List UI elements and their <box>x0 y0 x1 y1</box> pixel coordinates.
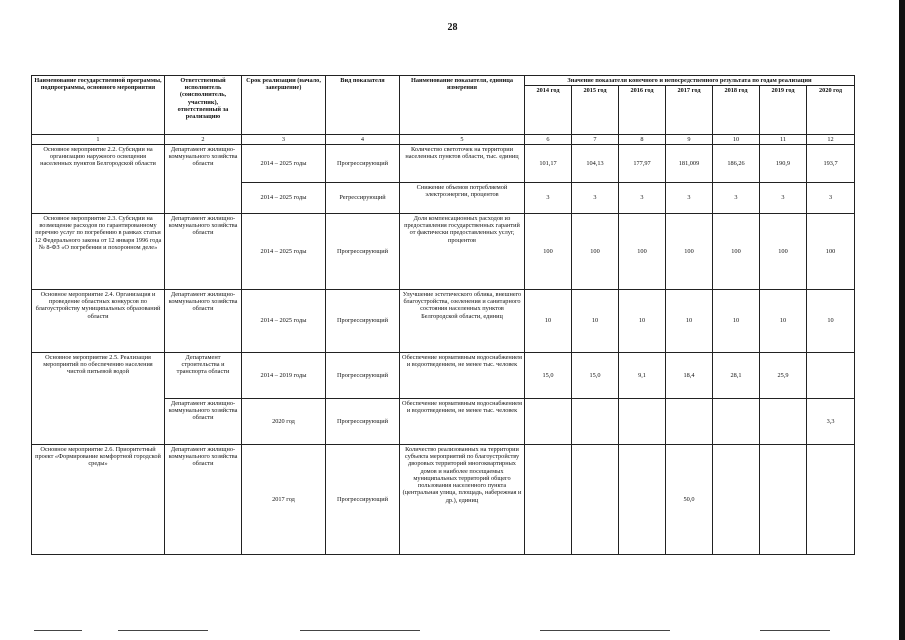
header-period: Срок реализации (начало, завершение) <box>242 76 326 135</box>
value-cell: 100 <box>666 214 713 290</box>
value-cell <box>572 445 619 555</box>
value-cell <box>807 445 855 555</box>
responsible-cell: Департамент жилищно-коммунального хозяйства области <box>165 399 242 445</box>
value-cell <box>807 353 855 399</box>
scan-footer-marks <box>0 626 905 636</box>
header-indicator: Наименование показателя, единица измерения <box>400 76 525 135</box>
value-cell <box>760 445 807 555</box>
column-number: 5 <box>400 135 525 145</box>
indicator-cell: Снижение объемов потребляемой электроэнергии, процентов <box>400 183 525 214</box>
header-year: 2020 год <box>807 86 855 135</box>
indicator-cell: Обеспечение нормативным водоснабжением и водоотведением, не менее тыс. человек <box>400 399 525 445</box>
value-cell <box>525 445 572 555</box>
period-cell: 2014 – 2025 годы <box>242 183 326 214</box>
responsible-cell: Департамент строительства и транспорта области <box>165 353 242 399</box>
value-cell: 3 <box>760 183 807 214</box>
value-cell <box>619 399 666 445</box>
measure-name: Основное мероприятие 2.3. Субсидии на возмещение расходов по гарантированному перечню услуг по погребению в рамках статьи 12 Федерального закона от 12 января 1996 года № 8-ФЗ «О погребении и похоронном деле» <box>32 214 165 290</box>
value-cell: 104,13 <box>572 145 619 183</box>
value-cell: 3 <box>807 183 855 214</box>
header-kind: Вид показателя <box>326 76 400 135</box>
results-table <box>31 75 855 555</box>
value-cell: 3 <box>619 183 666 214</box>
value-cell: 28,1 <box>713 353 760 399</box>
kind-cell: Прогрессирующий <box>326 214 400 290</box>
column-number: 4 <box>326 135 400 145</box>
header-year: 2014 год <box>525 86 572 135</box>
value-cell: 18,4 <box>666 353 713 399</box>
measure-name: Основное мероприятие 2.5. Реализация мероприятий по обеспечению населения чистой питьевой водой <box>32 353 165 445</box>
column-number: 1 <box>32 135 165 145</box>
page-number: 28 <box>447 22 458 33</box>
value-cell: 10 <box>572 290 619 353</box>
value-cell <box>572 399 619 445</box>
kind-cell: Прогрессирующий <box>326 353 400 399</box>
value-cell: 3 <box>666 183 713 214</box>
column-number-row <box>32 135 855 145</box>
table-row <box>32 145 855 183</box>
kind-cell: Прогрессирующий <box>326 145 400 183</box>
value-cell: 10 <box>619 290 666 353</box>
value-cell: 100 <box>807 214 855 290</box>
header-year: 2018 год <box>713 86 760 135</box>
kind-cell: Прогрессирующий <box>326 399 400 445</box>
value-cell <box>619 445 666 555</box>
value-cell <box>760 399 807 445</box>
table-row <box>32 445 855 555</box>
header-row-1 <box>32 76 855 86</box>
value-cell: 10 <box>713 290 760 353</box>
measure-name: Основное мероприятие 2.4. Организация и проведение областных конкурсов по благоустройству муниципальных образований области <box>32 290 165 353</box>
scan-edge <box>899 0 905 640</box>
column-number: 7 <box>572 135 619 145</box>
value-cell: 15,0 <box>525 353 572 399</box>
value-cell: 190,9 <box>760 145 807 183</box>
value-cell: 177,97 <box>619 145 666 183</box>
indicator-cell: Доля компенсационных расходов из предоставления государственных гарантий от фактически предоставленных услуг, процентов <box>400 214 525 290</box>
value-cell <box>713 445 760 555</box>
column-number: 2 <box>165 135 242 145</box>
value-cell: 25,9 <box>760 353 807 399</box>
column-number: 3 <box>242 135 326 145</box>
value-cell: 3 <box>713 183 760 214</box>
value-cell: 186,26 <box>713 145 760 183</box>
column-number: 11 <box>760 135 807 145</box>
table-row <box>32 290 855 353</box>
header-name: Наименование государственной программы, подпрограммы, основного мероприятия <box>32 76 165 135</box>
responsible-cell: Департамент жилищно-коммунального хозяйства области <box>165 445 242 555</box>
column-number: 9 <box>666 135 713 145</box>
period-cell: 2014 – 2025 годы <box>242 290 326 353</box>
column-number: 12 <box>807 135 855 145</box>
period-cell: 2014 – 2019 годы <box>242 353 326 399</box>
value-cell <box>666 399 713 445</box>
kind-cell: Прогрессирующий <box>326 290 400 353</box>
responsible-cell: Департамент жилищно-коммунального хозяйства области <box>165 290 242 353</box>
value-cell: 15,0 <box>572 353 619 399</box>
indicator-cell: Улучшение эстетического облика, внешнего благоустройства, озеленения и санитарного состояния населенных пунктов Белгородской области, единиц <box>400 290 525 353</box>
header-year: 2015 год <box>572 86 619 135</box>
indicator-cell: Количество светоточек на территории населенных пунктов области, тыс. единиц <box>400 145 525 183</box>
column-number: 8 <box>619 135 666 145</box>
value-cell: 3,3 <box>807 399 855 445</box>
header-year: 2016 год <box>619 86 666 135</box>
value-cell: 50,0 <box>666 445 713 555</box>
period-cell: 2014 – 2025 годы <box>242 145 326 183</box>
kind-cell: Регрессирующий <box>326 183 400 214</box>
period-cell: 2017 год <box>242 445 326 555</box>
value-cell: 100 <box>572 214 619 290</box>
indicator-cell: Обеспечение нормативным водоснабжением и водоотведением, не менее тыс. человек <box>400 353 525 399</box>
value-cell: 10 <box>525 290 572 353</box>
value-cell: 3 <box>525 183 572 214</box>
header-values-group: Значение показателя конечного и непосредственного результата по годам реализации <box>525 76 855 86</box>
value-cell: 10 <box>760 290 807 353</box>
value-cell <box>525 399 572 445</box>
value-cell: 100 <box>713 214 760 290</box>
value-cell: 10 <box>807 290 855 353</box>
value-cell: 3 <box>572 183 619 214</box>
responsible-cell: Департамент жилищно-коммунального хозяйства области <box>165 145 242 214</box>
measure-name: Основное мероприятие 2.2. Субсидии на организацию наружного освещения населенных пунктов Белгородской области <box>32 145 165 214</box>
value-cell: 181,009 <box>666 145 713 183</box>
header-year: 2019 год <box>760 86 807 135</box>
value-cell: 100 <box>760 214 807 290</box>
value-cell <box>713 399 760 445</box>
kind-cell: Прогрессирующий <box>326 445 400 555</box>
table-row <box>32 214 855 290</box>
value-cell: 101,17 <box>525 145 572 183</box>
header-responsible: Ответственный исполнитель (соисполнитель, участник), ответственный за реализацию <box>165 76 242 135</box>
period-cell: 2014 – 2025 годы <box>242 214 326 290</box>
table-row <box>32 353 855 399</box>
value-cell: 193,7 <box>807 145 855 183</box>
responsible-cell: Департамент жилищно-коммунального хозяйства области <box>165 214 242 290</box>
value-cell: 100 <box>619 214 666 290</box>
header-year: 2017 год <box>666 86 713 135</box>
value-cell: 100 <box>525 214 572 290</box>
period-cell: 2020 год <box>242 399 326 445</box>
column-number: 6 <box>525 135 572 145</box>
value-cell: 10 <box>666 290 713 353</box>
column-number: 10 <box>713 135 760 145</box>
measure-name: Основное мероприятие 2.6. Приоритетный проект «Формирование комфортной городской среды» <box>32 445 165 555</box>
indicator-cell: Количество реализованных на территории субъекта мероприятий по благоустройству дворовых территорий многоквартирных домов и наиболее посещаемых муниципальных территорий общего пользования населенного пункта (центральная улица, площадь, набережная и др.), единиц <box>400 445 525 555</box>
value-cell: 9,1 <box>619 353 666 399</box>
